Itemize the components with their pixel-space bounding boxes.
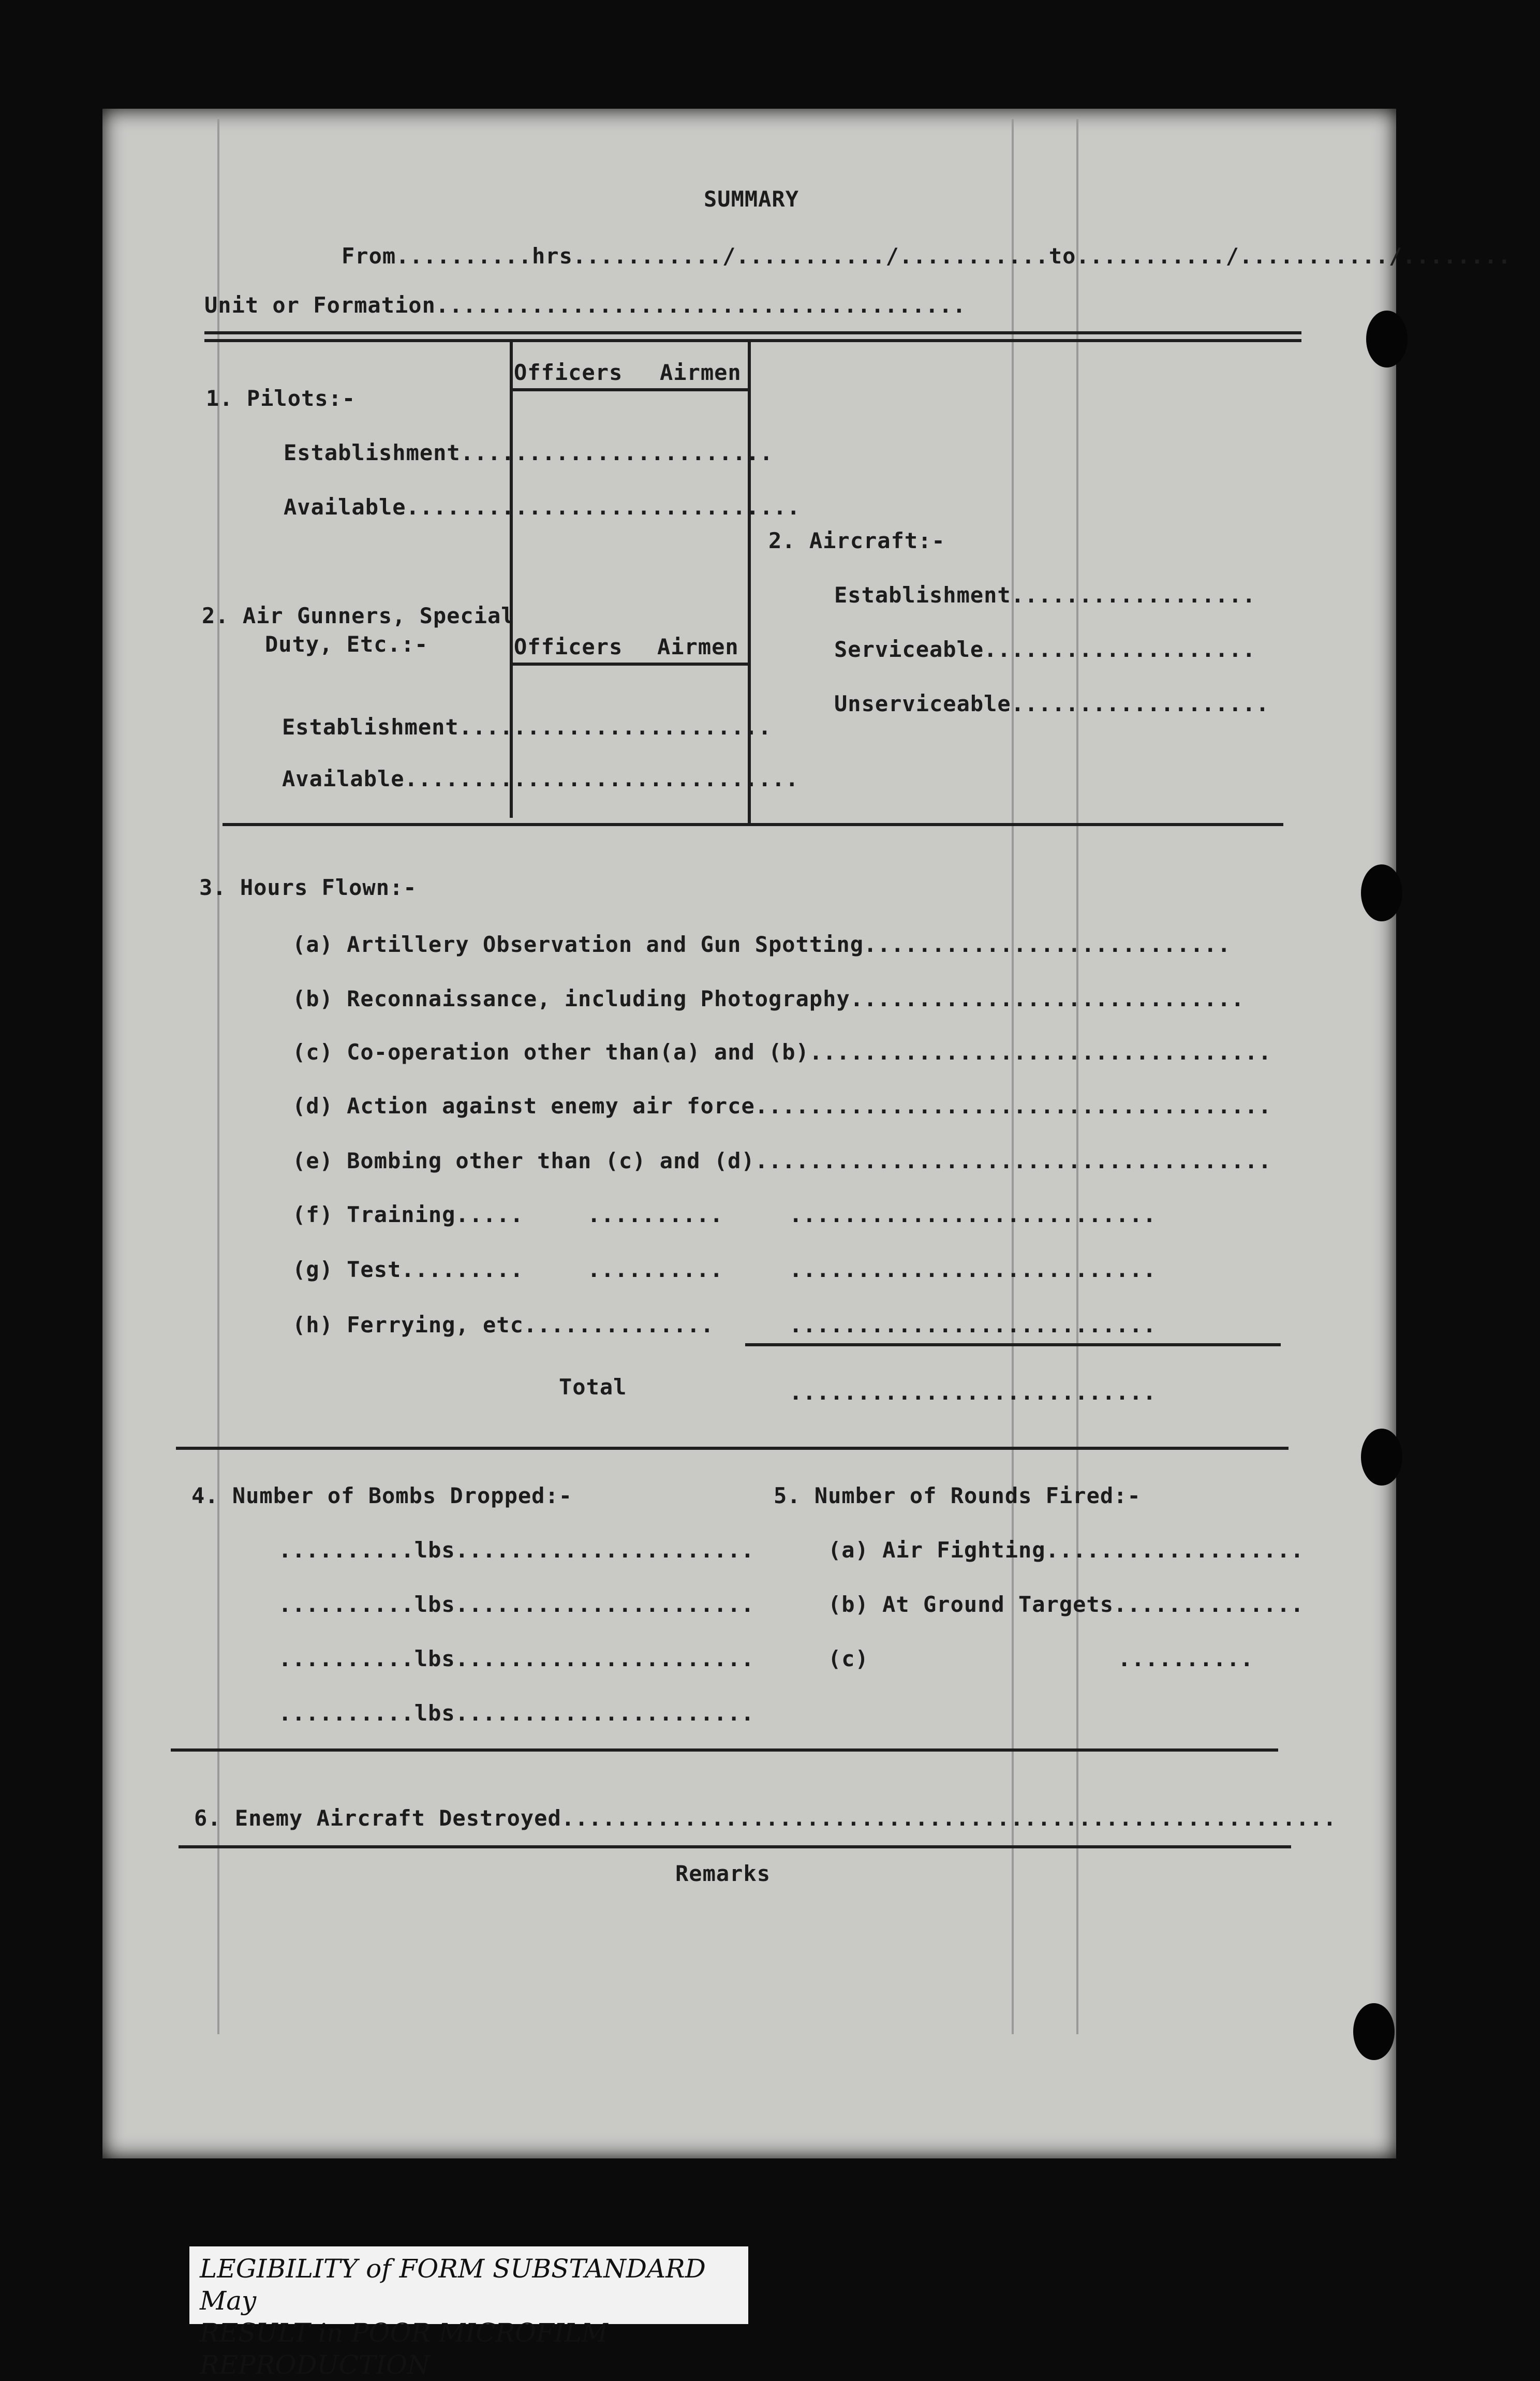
rounds-a: (a) Air Fighting...................: [828, 1537, 1305, 1563]
punch-hole: [1361, 864, 1402, 921]
hours-h-col3: ...........................: [789, 1312, 1157, 1338]
gunners-heading-line1: 2. Air Gunners, Special: [202, 603, 515, 628]
hours-g-mid: ..........: [587, 1257, 723, 1282]
pilots-available: Available.............................: [284, 494, 801, 520]
airmen-label: Airmen: [660, 360, 742, 385]
hours-f: (f) Training.....: [292, 1202, 524, 1227]
pilots-establishment: Establishment.......................: [284, 440, 774, 465]
aircraft-establishment: Establishment..................: [834, 582, 1256, 608]
bombs-line-4: ..........lbs......................: [278, 1700, 755, 1726]
total-value: ...........................: [789, 1379, 1157, 1405]
rounds-c-dots: ..........: [1118, 1646, 1254, 1671]
gunners-available: Available.............................: [282, 766, 799, 791]
pilots-heading: 1. Pilots:-: [206, 386, 356, 411]
microfilm-caption: [189, 2246, 748, 2380]
hours-c: (c) Co-operation other than(a) and (b)..................................: [292, 1039, 1272, 1065]
section-rule: [171, 1748, 1278, 1752]
aircraft-heading: 2. Aircraft:-: [768, 528, 945, 553]
caption-line-1: LEGIBILITY of FORM SUBSTANDARD May: [200, 2254, 706, 2316]
airmen-label: Airmen: [657, 634, 739, 659]
rounds-b: (b) At Ground Targets..............: [828, 1592, 1305, 1617]
caption-line-2: RESULT in POOR MICROFILM REPRODUCTION: [200, 2318, 608, 2380]
gunners-establishment: Establishment.......................: [282, 714, 772, 740]
hours-e: (e) Bombing other than (c) and (d)......................................: [292, 1148, 1272, 1173]
hours-g-col3: ...........................: [789, 1257, 1157, 1282]
box-right-rule: [748, 342, 751, 823]
unit-line: Unit or Formation.......................................: [204, 292, 967, 318]
hours-a: (a) Artillery Observation and Gun Spotting...........................: [292, 932, 1231, 957]
punch-hole: [1361, 1429, 1402, 1486]
bombs-line-2: ..........lbs......................: [278, 1592, 755, 1617]
hours-g: (g) Test.........: [292, 1257, 524, 1282]
hours-b: (b) Reconnaissance, including Photography.............................: [292, 986, 1245, 1011]
hours-f-col3: ...........................: [789, 1202, 1157, 1227]
officers-label: Officers: [514, 634, 623, 659]
remarks-label: Remarks: [675, 1861, 771, 1886]
box-left-rule: [510, 342, 513, 818]
total-rule: [745, 1343, 1281, 1346]
bombs-line-1: ..........lbs......................: [278, 1537, 755, 1563]
officers-label: Officers: [514, 360, 623, 385]
punch-hole: [1366, 311, 1408, 368]
aircraft-serviceable: Serviceable....................: [834, 637, 1256, 662]
total-label: Total: [559, 1374, 627, 1400]
column-rule: [510, 388, 748, 391]
bombs-line-3: ..........lbs......................: [278, 1646, 755, 1671]
aircraft-unserviceable: Unserviceable...................: [834, 691, 1270, 716]
section-rule: [176, 1447, 1289, 1450]
rounds-c: (c): [828, 1646, 869, 1671]
bombs-heading: 4. Number of Bombs Dropped:-: [191, 1483, 573, 1508]
column-rule: [510, 663, 748, 666]
punch-hole: [1353, 2003, 1395, 2060]
column-line: [1076, 119, 1078, 2034]
header-rule: [204, 331, 1301, 334]
form-title: SUMMARY: [704, 186, 799, 212]
from-line: From..........hrs.........../.........../...........to.........../.........../........: [342, 243, 1512, 269]
section-rule: [179, 1845, 1291, 1848]
section-rule: [223, 823, 1283, 826]
hours-d: (d) Action against enemy air force......................................: [292, 1093, 1272, 1119]
gunners-heading-line2: Duty, Etc.:-: [265, 631, 428, 657]
column-line: [1012, 119, 1014, 2034]
hours-f-mid: ..........: [587, 1202, 723, 1227]
header-rule: [204, 339, 1301, 342]
hours-heading: 3. Hours Flown:-: [199, 875, 417, 900]
enemy-destroyed: 6. Enemy Aircraft Destroyed.........................................................: [194, 1805, 1337, 1831]
rounds-heading: 5. Number of Rounds Fired:-: [774, 1483, 1141, 1508]
hours-h: (h) Ferrying, etc..............: [292, 1312, 714, 1338]
